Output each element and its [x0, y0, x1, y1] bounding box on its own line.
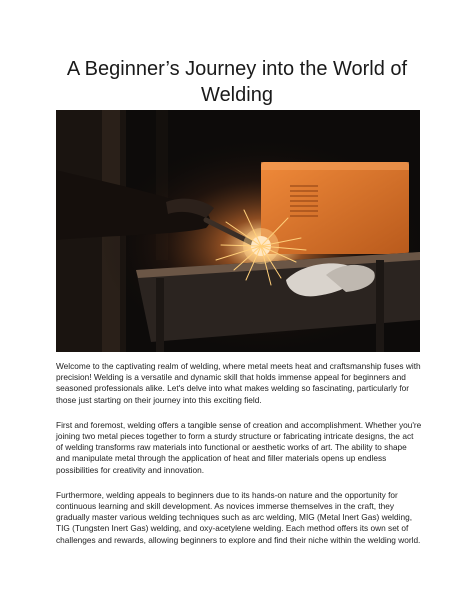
welding-photo [56, 110, 420, 352]
welding-photo-graphic [56, 110, 420, 352]
paragraph-creation: First and foremost, welding offers a tangible sense of creation and accomplishment. Whether you're joining two metal pieces together to form a sturdy structure or fabricating intricate designs, the act of welding transforms raw materials into functional or aesthetic works of art. The ability to shape and manipulate metal through the application of heat and filler materials opens up endless possibilities for creativity and innovation. [56, 419, 422, 475]
article-body [56, 361, 422, 560]
welder-machine [261, 162, 409, 254]
paragraph-intro: Welcome to the captivating realm of welding, where metal meets heat and craftsmanship fuses with precision! Welding is a versatile and dynamic skill that holds immense appeal for beginners and seasoned professionals alike. Let's delve into what makes welding so fascinating, particularly for those just starting on their journey into this exciting field. [56, 361, 421, 405]
page-title: A Beginner’s Journey into the World of Welding [66, 58, 408, 106]
paragraph-learning: Furthermore, welding appeals to beginners due to its hands-on nature and the opportunity for continuous learning and skill development. As novices immerse themselves in the craft, they gradually master various welding techniques such as arc welding, MIG (Metal Inert Gas) welding, TIG (Tungsten Inert Gas) welding, and oxy-acetylene welding. Each method offers its own set of challenges and rewards, allowing beginners to explore and find their niche within the welding world. [56, 489, 421, 545]
